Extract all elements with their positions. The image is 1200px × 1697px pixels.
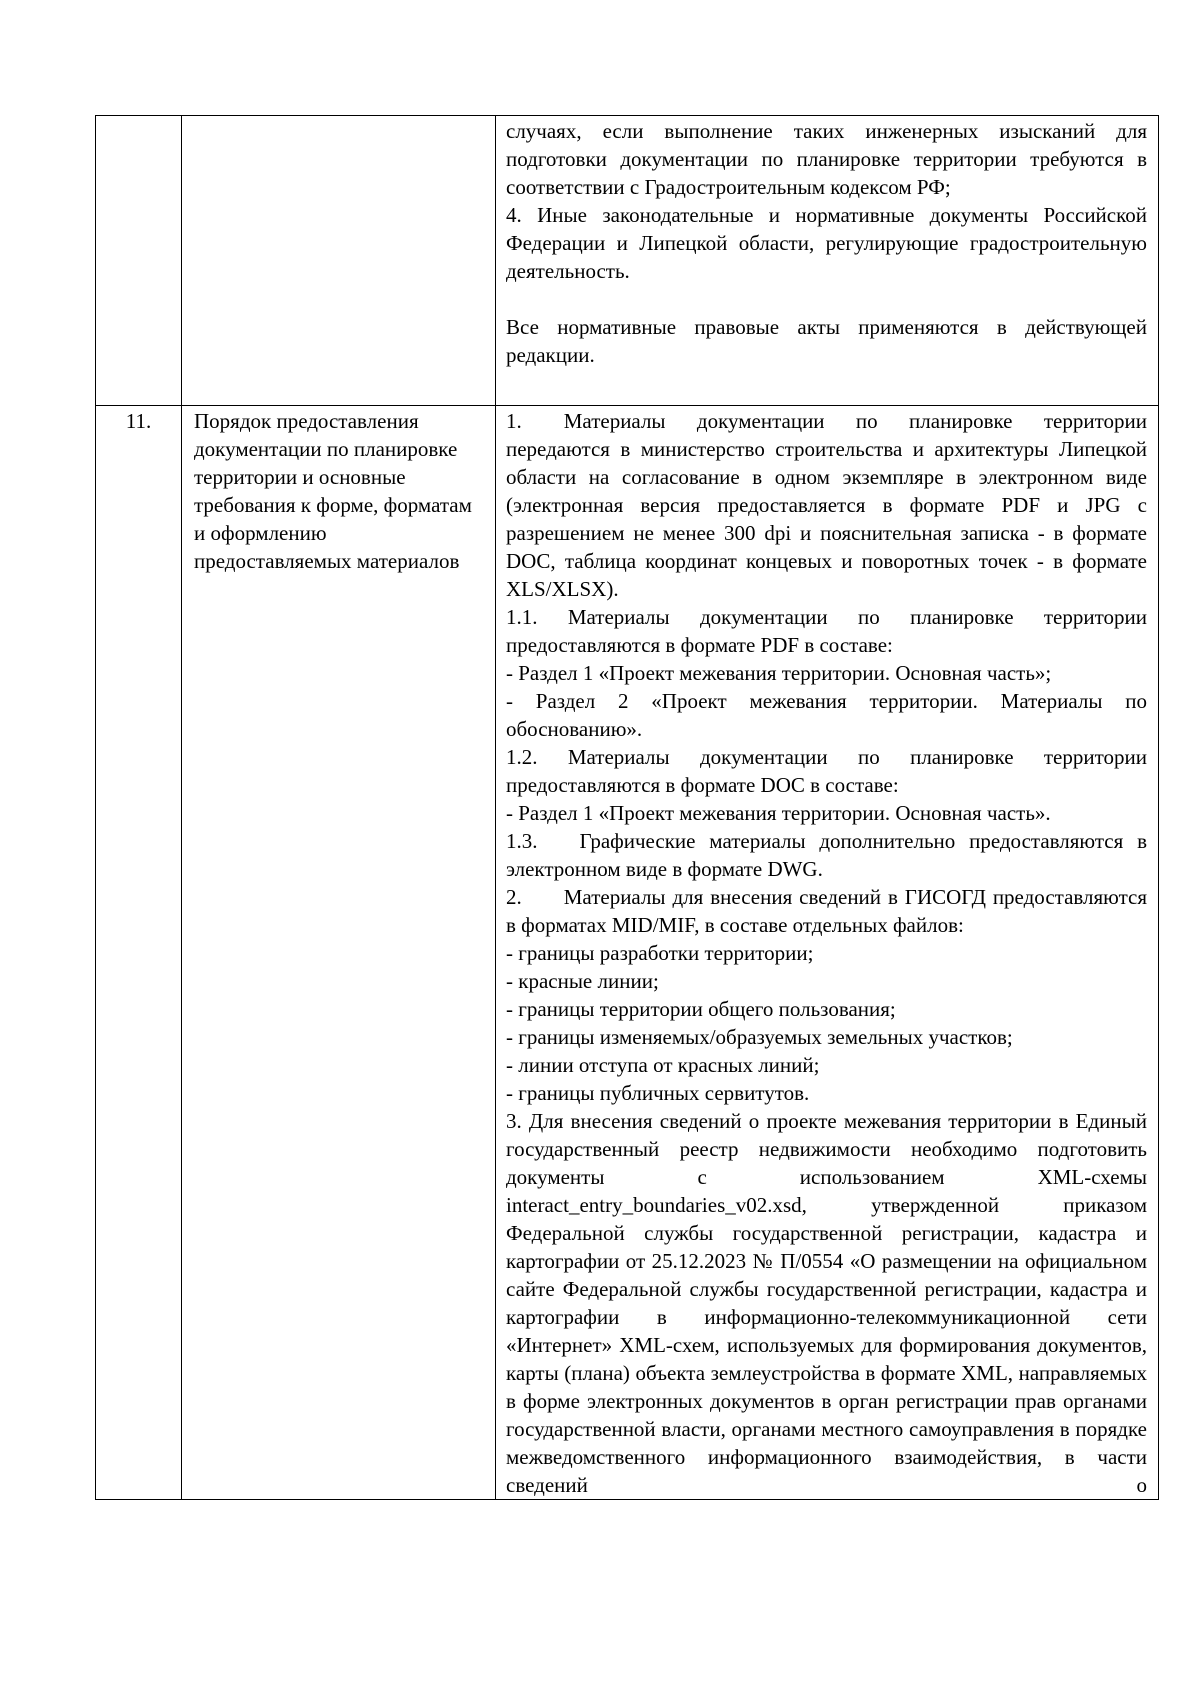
list-item: - границы разработки территории; [506,941,814,965]
requirements-table [95,115,1159,1500]
paragraph: 1.1. Материалы документации по планировке территории предоставляются в формате PDF в составе: [506,605,1147,657]
paragraph: 1.3. Графические материалы дополнительно предоставляются в электронном виде в формате DWG. [506,829,1147,881]
paragraph: 3. Для внесения сведений о проекте межевания территории в Единый государственный реестр недвижимости необходимо подготовить документы с использованием XML-схемы interact_entry_boundaries_v02.xsd, утвержденной приказом Федеральной службы государственной регистрации, кадастра и картографии от 25.12.2023 № П/0554 «О размещении на официальном сайте Федеральной службы государственной регистрации, кадастра и картографии в информационно-телекоммуникационной сети «Интернет» XML-схем, используемых для формирования документов, карты (плана) объекта землеустройства в формате XML, направляемых в форме электронных документов в орган регистрации прав органами государственной власти, органами местного самоуправления в порядке межведомственного информационного взаимодействия, в части сведений о [506,1109,1147,1497]
paragraph: 1. Материалы документации по планировке территории передаются в министерство строительства и архитектуры Липецкой области на согласование в одном экземпляре в электронном виде (электронная версия предоставляется в формате PDF и JPG с разрешением не менее 300 dpi и пояснительная записка - в формате DOC, таблица координат концевых и поворотных точек - в формате XLS/XLSX). [506,409,1147,601]
paragraph: случаях, если выполнение таких инженерных изысканий для подготовки документации по планировке территории требуются в соответствии с Градостроительным кодексом РФ; [506,119,1147,199]
row-content-cell [496,406,1159,1500]
paragraph: Все нормативные правовые акты применяются в действующей редакции. [506,315,1147,367]
row-name-cell [182,116,496,406]
table-row [96,406,1159,1500]
paragraph: 2. Материалы для внесения сведений в ГИСОГД предоставляются в форматах MID/MIF, в составе отдельных файлов: [506,885,1147,937]
row-name-cell: Порядок предоставления документации по планировке территории и основные требования к форме, форматам и оформлению предоставляемых материалов [182,406,496,1500]
list-item: - границы изменяемых/образуемых земельных участков; [506,1025,1013,1049]
paragraph: 1.2. Материалы документации по планировке территории предоставляются в формате DOC в составе: [506,745,1147,797]
paragraph: 4. Иные законодательные и нормативные документы Российской Федерации и Липецкой области, регулирующие градостроительную деятельность. [506,203,1147,283]
row-content-cell [496,116,1159,406]
list-item: - Раздел 1 «Проект межевания территории. Основная часть». [506,801,1051,825]
row-number-cell [96,116,182,406]
list-item: - Раздел 1 «Проект межевания территории. Основная часть»; [506,661,1052,685]
list-item: - красные линии; [506,969,659,993]
list-item: - границы публичных сервитутов. [506,1081,810,1105]
table-row [96,116,1159,406]
paragraph-spacer [506,285,1147,313]
list-item: - линии отступа от красных линий; [506,1053,820,1077]
row-number-cell: 11. [96,406,182,1500]
list-item: - Раздел 2 «Проект межевания территории. Материалы по обоснованию». [506,689,1147,741]
list-item: - границы территории общего пользования; [506,997,896,1021]
